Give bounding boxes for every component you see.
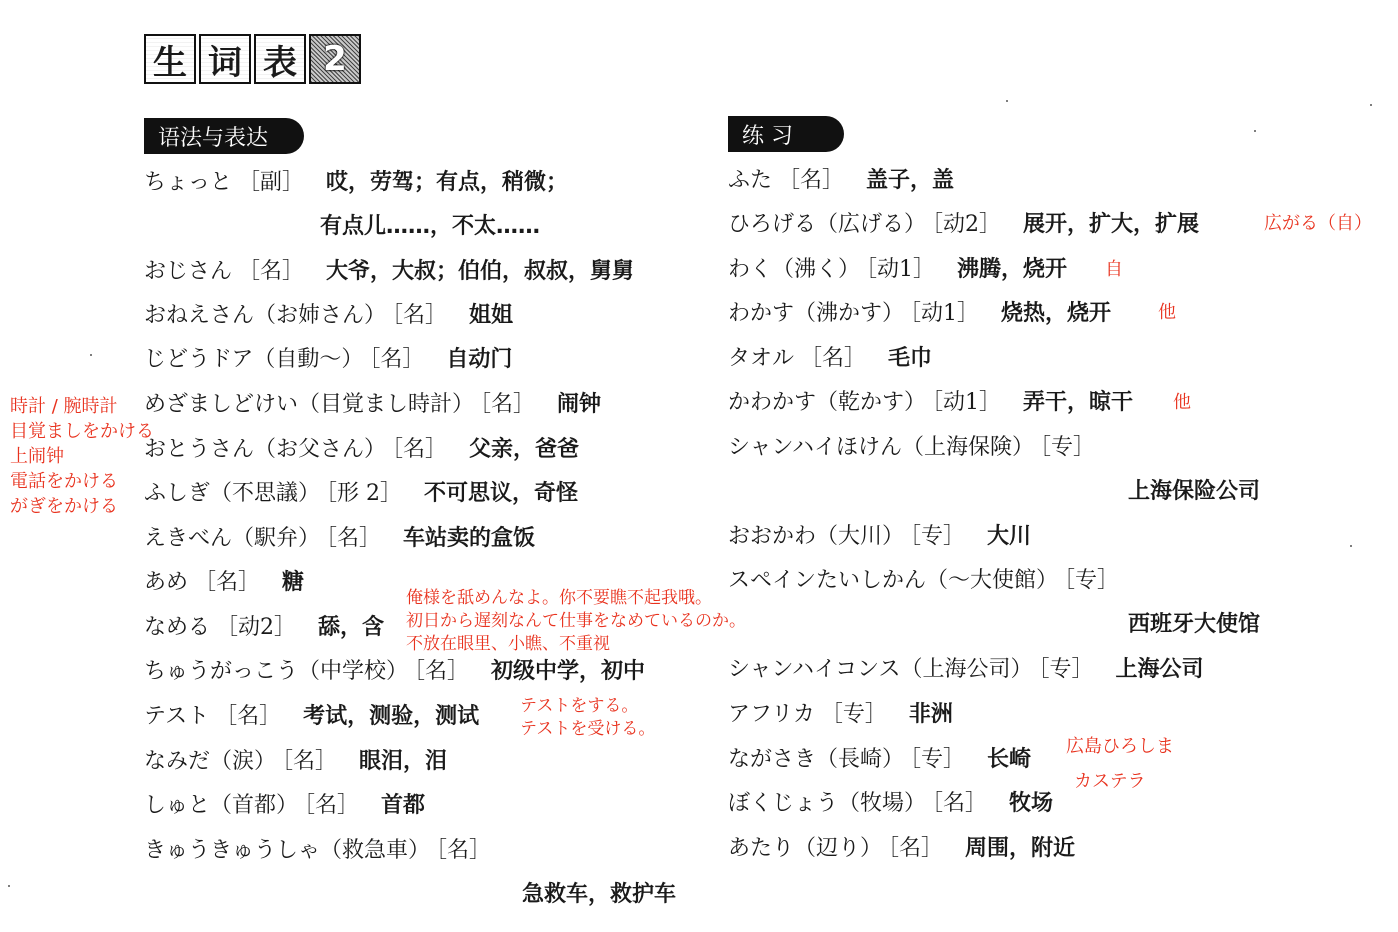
vocab-entry [144,657,645,687]
section-tab-grammar: 语法与表达 [144,118,304,154]
vocab-meaning: 大爷，大叔；伯伯，叔叔，舅舅 [326,259,635,284]
scan-speck [1254,130,1256,132]
vocab-meaning: 考试，测验，测试 [303,704,480,729]
scan-speck [90,354,92,356]
vocab-word: じどうドア（自動～） [144,347,364,372]
title-char-2: 词 [199,34,251,84]
vocab-word: ちょっと [144,170,233,195]
vocab-category: ［专］ [820,702,887,727]
wakasu-note: 他 [1158,302,1176,323]
scan-speck [8,885,10,887]
vocab-meaning: 眼泪，泪 [359,749,448,774]
vocab-entry [728,745,1031,775]
vocab-category: ［动2］ [932,212,1002,237]
vocab-category: ［专］ [910,524,966,549]
vocab-meaning: 牧场 [1009,791,1054,816]
vocab-meaning: 周围，附近 [965,836,1076,861]
side-note-line: 時計 / 腕時計 [10,396,118,417]
nagasaki-note-line: カステラ [1074,771,1146,792]
vocab-entry [144,390,601,420]
vocab-entry [144,836,513,866]
vocab-entry [144,702,479,732]
scan-speck [1350,545,1352,547]
vocab-word: ぼくじょう（牧場） [728,791,927,816]
vocab-category: ［名］ [392,303,448,328]
vocab-category: ［动1］ [932,390,1002,415]
vocab-entry [144,568,304,598]
vocab-meaning: 舔，含 [318,615,385,640]
vocab-entry [728,299,1111,329]
vocab-meaning: 首都 [381,793,426,818]
vocab-category: ［名］ [369,347,425,372]
test-note-line: テストを受ける。 [520,719,656,739]
vocab-word: シャンハイコンス（上海公司） [728,657,1033,682]
title-number: 2 [309,34,361,84]
vocab-meaning: 不可思议，奇怪 [424,481,579,506]
vocab-meaning-continuation: 上海保险公司 [1128,479,1261,504]
vocab-category: ［名］ [326,526,382,551]
vocab-entry [144,301,513,331]
vocab-category: ［名］ [194,570,261,595]
vocab-category: ［名］ [414,659,470,684]
nagasaki-note-line: 広島ひろしま [1066,736,1174,757]
vocab-word: ながさき（長崎） [728,747,905,772]
vocab-category: ［名］ [800,346,867,371]
vocab-entry [144,435,579,465]
vocab-entry [728,210,1199,240]
vocab-word: おとうさん（お父さん） [144,437,387,462]
vocab-entry [144,747,447,777]
vocab-entry [144,791,425,821]
scan-speck [1006,100,1008,102]
vocab-word: なみだ（涙） [144,749,277,774]
scan-speck [1370,104,1372,106]
vocab-entry [728,655,1204,685]
side-note-line: 上闹钟 [10,446,64,467]
vocab-meaning: 展开，扩大，扩展 [1023,212,1200,237]
vocab-entry [144,168,568,198]
vocab-entry [728,834,1075,864]
vocab-entry [728,166,954,196]
side-note-line: がぎをかける [10,496,118,517]
vocab-entry [728,789,1053,819]
vocab-entry [728,566,1141,596]
side-note-line: 電話をかける [10,471,118,492]
vocab-category: ［名］ [238,259,305,284]
vocab-category: ［专］ [1064,568,1120,593]
vocab-meaning-continuation: 西班牙大使馆 [1128,612,1261,637]
title-char-3: 表 [254,34,306,84]
vocab-word: えきべん（駅弁） [144,526,321,551]
waku-note: 自 [1105,259,1123,280]
vocab-entry [144,257,634,287]
vocab-entry [144,345,512,375]
nagasaki-note [1066,734,1174,794]
vocab-category: ［专］ [1038,657,1094,682]
vocab-category: ［名］ [436,838,492,863]
vocab-meaning: 盖子，盖 [866,168,955,193]
vocab-word: なめる [144,615,211,640]
vocab-word: おねえさん（お姉さん） [144,303,387,328]
vocab-category: ［名］ [215,704,282,729]
vocab-category: ［形 2］ [326,481,403,506]
vocab-word: アフリカ [728,702,815,727]
vocab-category: ［名］ [282,749,338,774]
vocab-word: あめ [144,570,189,595]
nameru-note-line: 俺様を舐めんなよ。你不要瞧不起我哦。 [406,588,712,608]
vocab-word: テスト [144,704,210,729]
vocab-word: ちゅうがっこう（中学校） [144,659,409,684]
vocab-word: ふしぎ（不思議） [144,481,321,506]
vocab-meaning: 闹钟 [557,392,602,417]
vocab-word: スペインたいしかん（～大使館） [728,568,1059,593]
vocab-meaning: 烧热，烧开 [1001,301,1112,326]
vocab-category: ［名］ [778,168,845,193]
vocab-word: ふた [728,168,773,193]
side-note [10,394,154,519]
nameru-note-line: 不放在眼里、小瞧、不重视 [406,634,610,654]
vocab-meaning: 长崎 [987,747,1032,772]
vocab-category: ［动1］ [866,257,936,282]
kawakasu-note: 他 [1173,392,1191,413]
vocab-word: めざましどけい（目覚まし時計） [144,392,475,417]
vocab-entry [728,255,1067,285]
nameru-note [406,587,746,656]
vocab-title [144,34,364,84]
vocab-meaning: 大川 [987,524,1032,549]
vocab-meaning: 弄干，晾干 [1023,390,1134,415]
vocab-entry [728,700,953,730]
vocab-meaning: 姐姐 [469,303,514,328]
vocab-meaning: 上海公司 [1115,657,1204,682]
nameru-note-line: 初日から遅刻なんて仕事をなめているのか。 [406,611,746,631]
vocab-word: わかす（沸かす） [728,301,905,326]
vocab-meaning: 非洲 [908,702,953,727]
vocab-word: しゅと（首都） [144,793,299,818]
vocab-entry [728,344,932,374]
vocab-category: ［动2］ [216,615,297,640]
vocab-entry [144,613,384,643]
vocab-category: ［专］ [910,747,966,772]
vocab-meaning: 毛巾 [888,346,933,371]
vocab-meaning: 糖 [282,570,305,595]
vocab-category: ［名］ [392,437,448,462]
vocab-meaning: 车站卖的盒饭 [403,526,536,551]
vocab-meaning: 父亲，爸爸 [469,437,580,462]
title-char-1: 生 [144,34,196,84]
vocab-entry [728,522,1031,552]
vocab-category: ［名］ [888,836,944,861]
vocab-entry [144,479,578,509]
vocab-entry [728,388,1133,418]
vocab-entry [728,433,1117,463]
vocab-category: ［名］ [480,392,536,417]
hirogaru-note: 広がる（自） [1264,213,1372,234]
vocab-entry [144,524,535,554]
vocab-meaning: 自动门 [446,347,513,372]
vocab-word: タオル [728,346,795,371]
vocab-category: ［专］ [1040,435,1096,460]
vocab-meaning: 初级中学，初中 [491,659,646,684]
vocab-word: わく（沸く） [728,257,861,282]
vocab-word: きゅうきゅうしゃ（救急車） [144,838,431,863]
test-note-line: テストをする。 [520,696,639,716]
test-note [520,695,655,741]
vocab-category: ［动1］ [910,301,980,326]
vocab-word: ひろげる（広げる） [728,212,927,237]
vocab-category: ［名］ [932,791,988,816]
section-tab-practice: 练 习 [728,116,844,152]
vocab-word: かわかす（乾かす） [728,390,927,415]
vocab-meaning: 哎，劳驾；有点，稍微； [326,170,569,195]
vocab-meaning-continuation: 急救车，救护车 [522,882,677,907]
vocab-category: ［副］ [238,170,305,195]
vocab-word: おじさん [144,259,233,284]
vocab-word: シャンハイほけん（上海保険） [728,435,1035,460]
vocab-word: おおかわ（大川） [728,524,905,549]
vocab-meaning: 沸腾，烧开 [957,257,1068,282]
vocab-category: ［名］ [304,793,360,818]
vocab-word: あたり（辺り） [728,836,883,861]
side-note-line: 目覚ましをかける [10,421,154,442]
vocab-meaning-continuation: 有点儿……，不太…… [320,214,541,239]
